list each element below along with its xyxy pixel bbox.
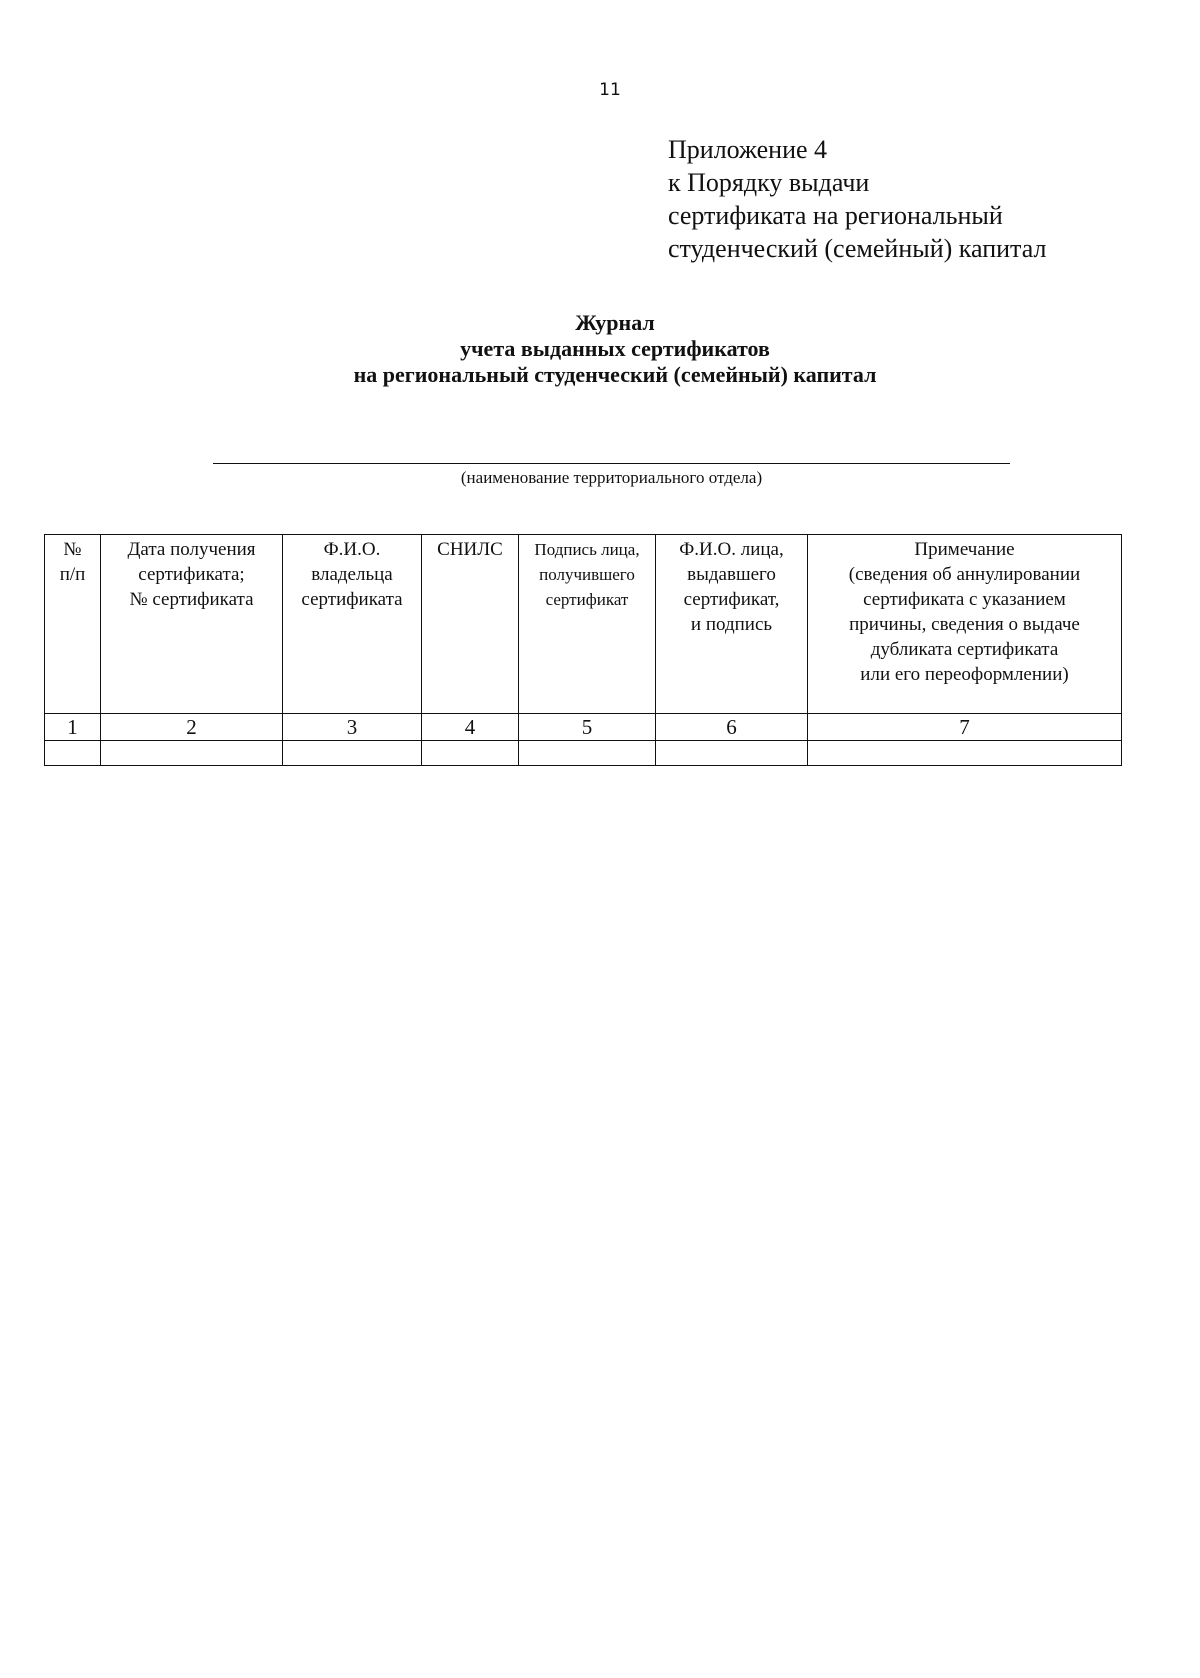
header-text: СНИЛС	[437, 539, 503, 560]
header-text: Ф.И.О. лица,	[679, 539, 784, 560]
empty-cell	[101, 741, 283, 766]
appendix-line: Приложение 4	[668, 135, 828, 164]
appendix-reference	[668, 133, 1168, 265]
header-text: Подпись лица,	[534, 540, 640, 559]
column-number-row	[45, 714, 1122, 741]
empty-cell	[808, 741, 1122, 766]
header-text: сертификата	[301, 589, 403, 610]
header-text: и подпись	[690, 614, 773, 635]
journal-title-line: учета выданных сертификатов	[460, 336, 770, 361]
header-cell-issuer	[656, 535, 808, 714]
header-text: Дата получения	[127, 539, 256, 560]
header-text: выдавшего	[687, 564, 776, 585]
journal-title-line: на региональный студенческий (семейный) капитал	[353, 362, 877, 387]
empty-cell	[656, 741, 808, 766]
header-text: сертификата с указанием	[863, 589, 1066, 610]
empty-entry-row	[45, 741, 1122, 766]
column-number: 4	[422, 714, 519, 741]
empty-cell	[283, 741, 422, 766]
certificate-registry-table	[44, 534, 1122, 766]
header-text: сертификат	[545, 590, 629, 609]
column-number: 3	[283, 714, 422, 741]
header-cell-snils	[422, 535, 519, 714]
empty-cell	[422, 741, 519, 766]
header-text: получившего	[539, 565, 635, 584]
column-number: 6	[656, 714, 808, 741]
header-text: Ф.И.О.	[323, 539, 381, 560]
appendix-line: студенческий (семейный) капитал	[668, 234, 1047, 263]
empty-cell	[519, 741, 656, 766]
journal-title-line: Журнал	[575, 310, 655, 335]
header-text: п/п	[59, 564, 86, 585]
table-header-row	[45, 535, 1122, 714]
header-text: (сведения об аннулировании	[848, 564, 1081, 585]
header-cell-recipient-signature	[519, 535, 656, 714]
header-text: дубликата сертификата	[870, 639, 1059, 660]
header-text: сертификата;	[138, 564, 245, 585]
column-number: 5	[519, 714, 656, 741]
header-text: № сертификата	[129, 589, 254, 610]
header-text: или его переоформлении)	[860, 664, 1069, 685]
header-text: владельца	[311, 564, 393, 585]
journal-title	[0, 310, 1200, 388]
department-name-line	[213, 463, 1010, 464]
header-text: причины, сведения о выдаче	[849, 614, 1080, 635]
header-text: сертификат,	[683, 589, 780, 610]
column-number: 1	[45, 714, 101, 741]
empty-cell	[45, 741, 101, 766]
header-cell-owner	[283, 535, 422, 714]
header-cell-number	[45, 535, 101, 714]
appendix-line: к Порядку выдачи	[668, 168, 870, 197]
header-text: №	[63, 539, 82, 560]
department-caption: (наименование территориального отдела)	[460, 468, 763, 487]
column-number: 2	[101, 714, 283, 741]
header-cell-note	[808, 535, 1122, 714]
page-number: 11	[599, 80, 621, 100]
appendix-line: сертификата на региональный	[668, 201, 1003, 230]
column-number: 7	[808, 714, 1122, 741]
header-cell-date	[101, 535, 283, 714]
header-text: Примечание	[914, 539, 1015, 560]
